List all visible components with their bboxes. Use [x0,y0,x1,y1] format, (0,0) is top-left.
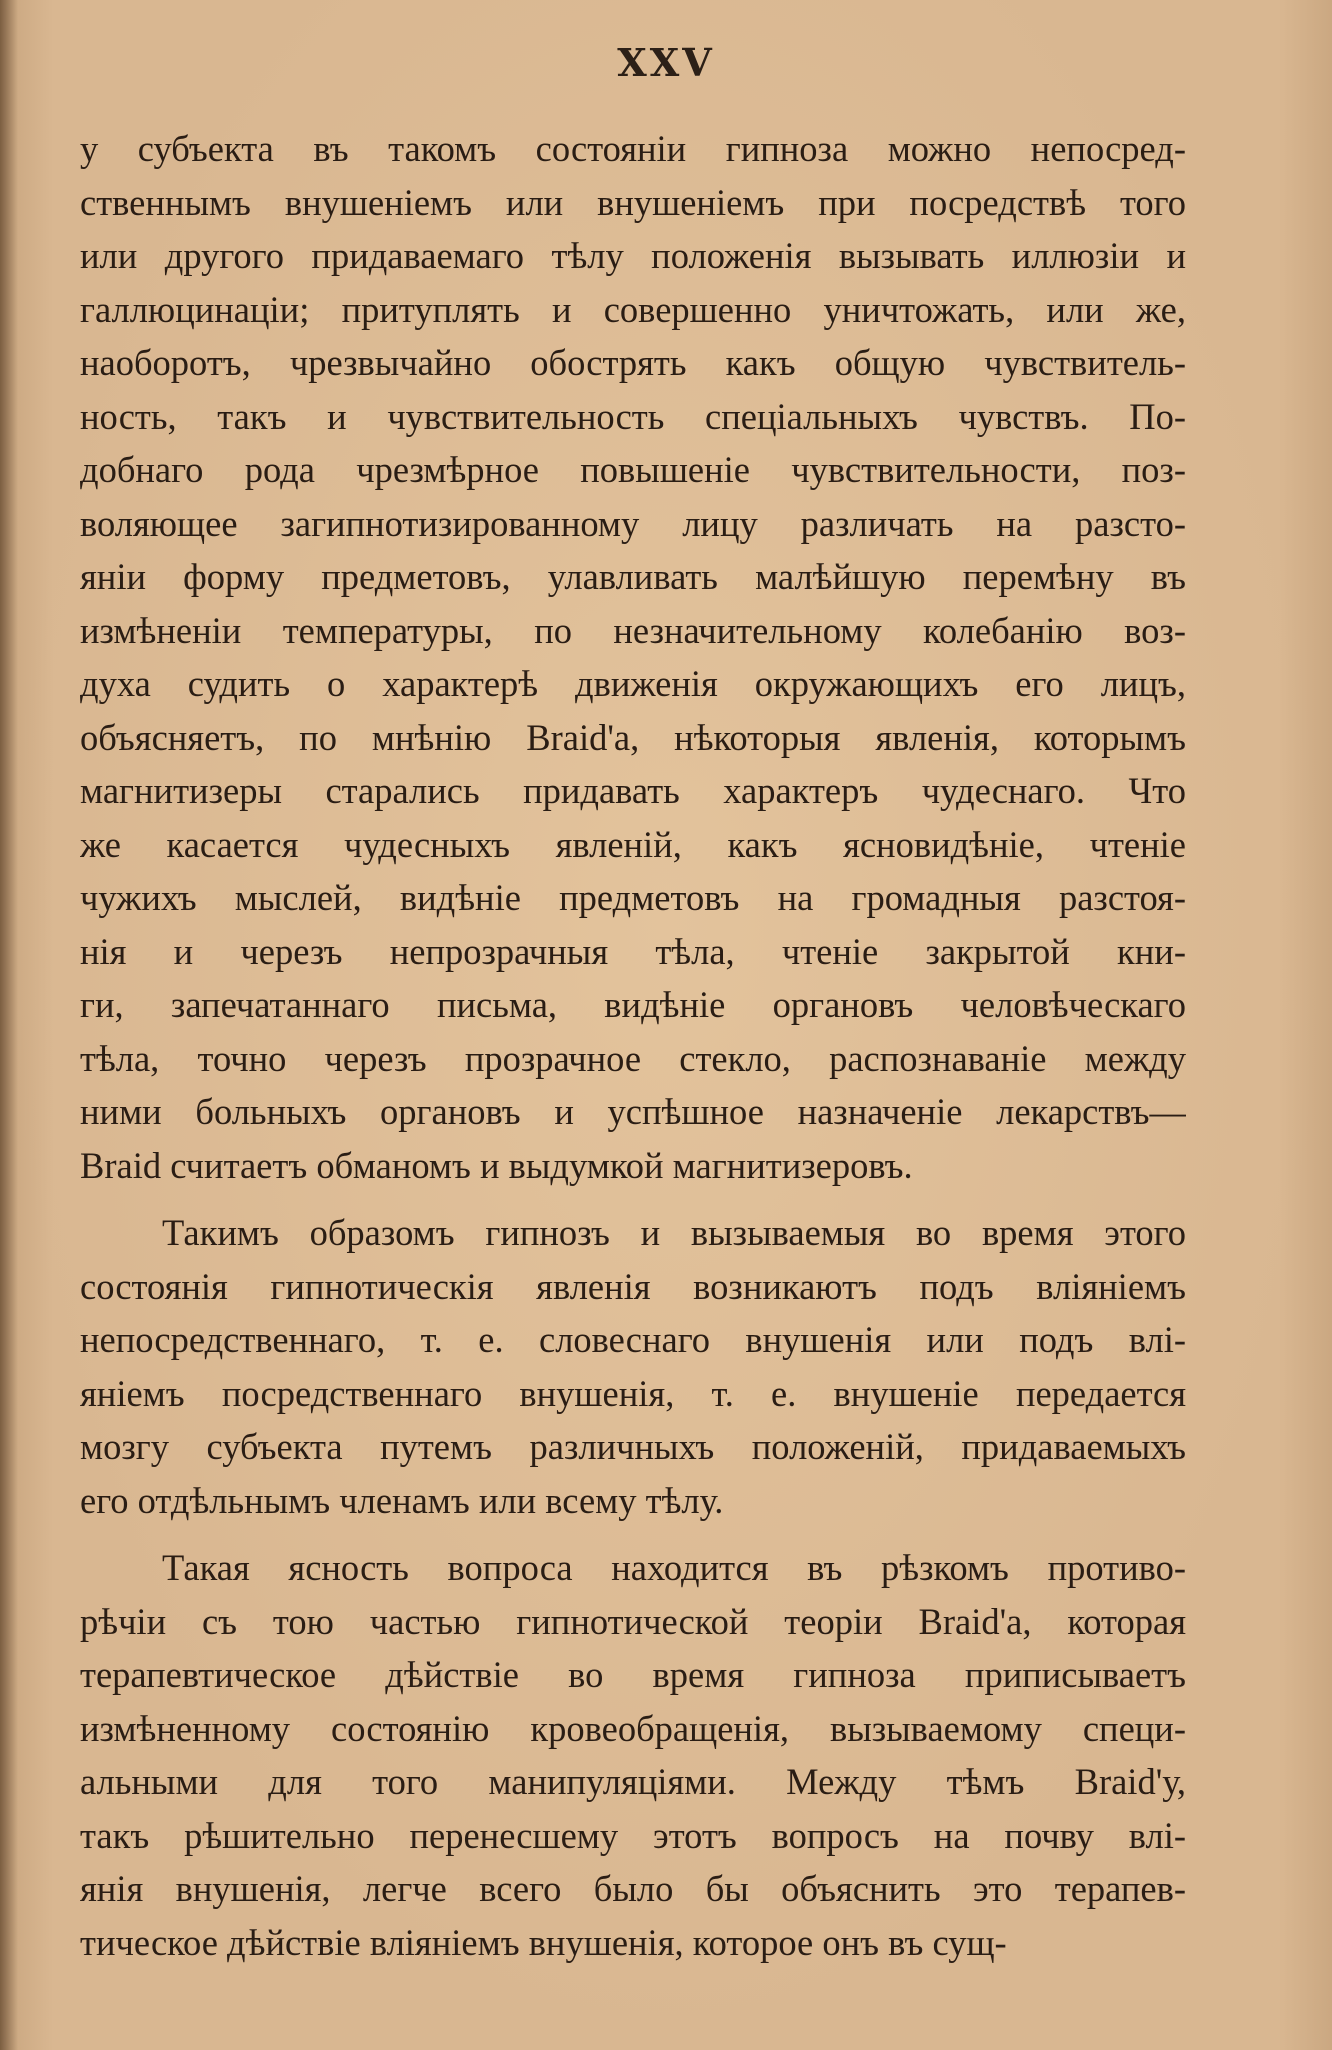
page-binding-shadow [0,0,18,2050]
paragraph [80,122,1186,1192]
text-line: добнаго рода чрезмѣрное повышеніе чувствительности, поз- [80,449,1186,490]
text-line: нія и черезъ непрозрачныя тѣла, чтеніе закрытой кни- [80,930,1186,972]
text-line: же касается чудесныхъ явленій, какъ ясновидѣніе, чтеніе [80,823,1186,865]
text-line: Такая ясность вопроса находится въ рѣзкомъ противо- [162,1547,1186,1588]
paragraph-gap [80,1527,1186,1541]
page-number: XXV [617,40,715,85]
text-line: ственнымъ внушеніемъ или внушеніемъ при посредствѣ того [80,181,1186,223]
text-line: яніемъ посредственнаго внушенія, т. е. внушеніе передается [80,1372,1186,1414]
text-line: Такимъ образомъ гипнозъ и вызываемыя во время этого [162,1212,1186,1253]
text-line: наоборотъ, чрезвычайно обострять какъ общую чувствитель- [80,342,1186,383]
text-line: терапевтическое дѣйствіе во время гипноза приписываетъ [80,1654,1186,1695]
text-line: духа судить о характерѣ движенія окружающихъ его лицъ, [80,663,1186,704]
text-line: альными для того манипуляціями. Между тѣмъ Braid'у, [80,1761,1186,1802]
text-line: такъ рѣшительно перенесшему этотъ вопросъ на почву влі- [80,1814,1186,1856]
body-text [80,122,1186,1969]
text-line: магнитизеры старались придавать характеръ чудеснаго. Что [80,770,1186,811]
text-line: тическое дѣйствіе вліяніемъ внушенія, которое онъ въ сущ- [80,1921,1007,1963]
text-line: ность, такъ и чувствительность спеціальныхъ чувствъ. По- [80,395,1186,437]
text-line: рѣчіи съ тою частью гипнотической теоріи Braid'а, которая [80,1600,1186,1642]
text-line: состоянія гипнотическія явленія возникаютъ подъ вліяніемъ [80,1265,1186,1307]
text-line: или другого придаваемаго тѣлу положенія вызывать иллюзіи и [80,235,1186,276]
paragraph-gap [80,1192,1186,1206]
paragraph [80,1541,1186,1969]
text-line: воляющее загипнотизированному лицу различать на разсто- [80,502,1186,544]
text-line: измѣненному состоянію кровеобращенія, вызываемому специ- [80,1707,1186,1749]
text-line: непосредственнаго, т. е. словеснаго внушенія или подъ влі- [80,1319,1186,1360]
text-line: ги, запечатаннаго письма, видѣніе органовъ человѣческаго [80,984,1186,1025]
text-line: измѣненіи температуры, по незначительному колебанію воз- [80,609,1186,651]
text-line: янія внушенія, легче всего было бы объяснить это терапев- [80,1868,1186,1909]
text-line: ними больныхъ органовъ и успѣшное назначеніе лекарствъ— [80,1091,1186,1132]
text-line: тѣла, точно черезъ прозрачное стекло, распознаваніе между [80,1037,1186,1079]
text-line: Braid считаетъ обманомъ и выдумкой магнитизеровъ. [80,1144,913,1186]
text-line: мозгу субъекта путемъ различныхъ положеній, придаваемыхъ [80,1426,1186,1467]
text-line: его отдѣльнымъ членамъ или всему тѣлу. [80,1479,724,1521]
text-line: галлюцинаціи; притуплять и совершенно уничтожать, или же, [80,288,1186,330]
text-line: яніи форму предметовъ, улавливать малѣйшую перемѣну въ [80,556,1186,597]
text-line: у субъекта въ такомъ состояніи гипноза можно непосред- [80,128,1186,169]
paragraph [80,1206,1186,1527]
text-line: чужихъ мыслей, видѣніе предметовъ на громадныя разстоя- [80,877,1186,918]
text-line: объясняетъ, по мнѣнію Braid'а, нѣкоторыя явленія, которымъ [80,716,1186,758]
